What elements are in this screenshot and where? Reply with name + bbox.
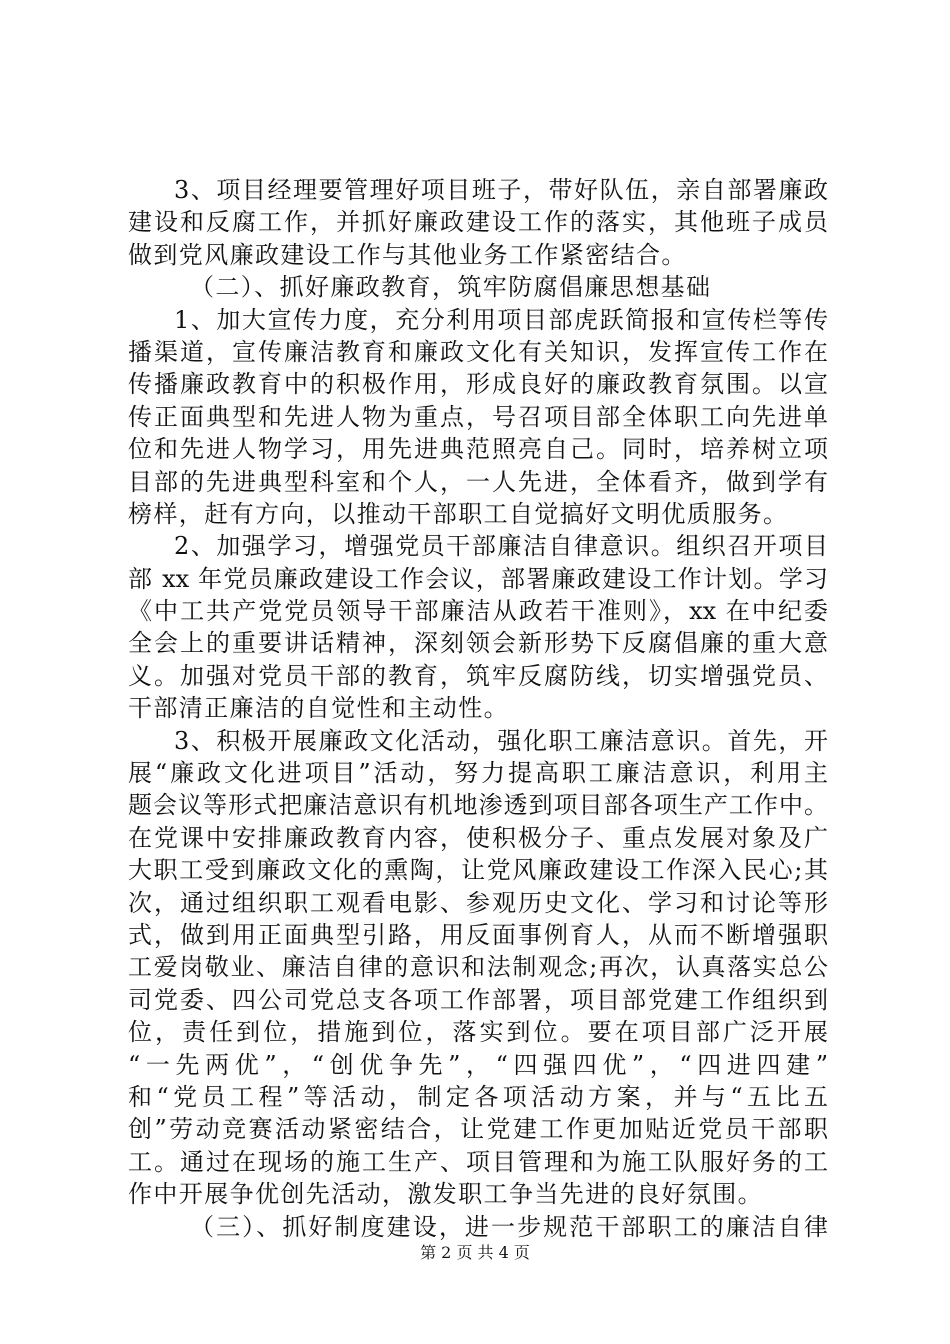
text-line: 大职工受到廉政文化的熏陶，让党风廉政建设工作深入民心;其 [128,856,828,885]
text-line: 传播廉政教育中的积极作用，形成良好的廉政教育氛围。以宣 [128,370,828,399]
text-line: 义。加强对党员干部的教育，筑牢反腐防线，切实增强党员、 [128,661,828,690]
page-footer [0,1243,950,1263]
text-line: 3、项目经理要管理好项目班子，带好队伍，亲自部署廉政 [174,176,828,204]
text-line: 目部的先进典型科室和个人，一人先进，全体看齐，做到学有 [128,467,828,496]
text-line: 位，责任到位，措施到位，落实到位。要在项目部广泛开展 [128,1018,828,1047]
text-line: 《中工共产党党员领导干部廉洁从政若干准则》，xx 在中纪委 [128,597,828,626]
text-line: 创”劳动竞赛活动紧密结合，让党建工作更加贴近党员干部职 [128,1115,828,1144]
text-line: 展“廉政文化进项目”活动，努力提高职工廉洁意识，利用主 [128,759,828,788]
text-line: 位和先进人物学习，用先进典范照亮自己。同时，培养树立项 [128,435,828,464]
text-line: 3、积极开展廉政文化活动，强化职工廉洁意识。首先，开 [174,726,828,755]
text-line: 作中开展争优创先活动，激发职工争当先进的良好氛围。 [128,1180,763,1209]
section-heading: （三）、抓好制度建设，进一步规范干部职工的廉洁自律 [190,1212,828,1241]
text-line: 工爱岗敬业、廉洁自律的意识和法制观念;再次，认真落实总公 [128,953,828,982]
text-line: 工。通过在现场的施工生产、项目管理和为施工队服好务的工 [128,1147,828,1176]
text-line: 和“党员工程”等活动，制定各项活动方案，并与“五比五 [128,1082,828,1111]
text-line: 全会上的重要讲话精神，深刻领会新形势下反腐倡廉的重大意 [128,629,828,658]
text-line: 次，通过组织职工观看电影、参观历史文化、学习和讨论等形 [128,888,828,917]
text-line: 式，做到用正面典型引路，用反面事例育人，从而不断增强职 [128,920,828,949]
text-line: 1、加大宣传力度，充分利用项目部虎跃简报和宣传栏等传 [174,305,828,334]
document-body [128,174,828,1243]
text-line: 部 xx 年党员廉政建设工作会议，部署廉政建设工作计划。学习 [128,564,828,593]
text-line: 建设和反腐工作，并抓好廉政建设工作的落实，其他班子成员 [128,208,828,237]
text-line: 传正面典型和先进人物为重点，号召项目部全体职工向先进单 [128,402,828,431]
text-line: 司党委、四公司党总支各项工作部署，项目部党建工作组织到 [128,985,828,1014]
text-line: 题会议等形式把廉洁意识有机地渗透到项目部各项生产工作中。 [128,791,828,820]
text-line: 做到党风廉政建设工作与其他业务工作紧密结合。 [128,240,687,269]
section-heading: （二）、抓好廉政教育，筑牢防腐倡廉思想基础 [190,273,712,302]
text-line: 2、加强学习，增强党员干部廉洁自律意识。组织召开项目 [174,532,828,561]
text-line: 在党课中安排廉政教育内容，使积极分子、重点发展对象及广 [128,823,828,852]
text-line: 干部清正廉洁的自觉性和主动性。 [128,694,509,723]
page-number: 第 2 页 共 4 页 [420,1243,530,1262]
text-line: 播渠道，宣传廉洁教育和廉政文化有关知识，发挥宣传工作在 [128,337,828,366]
text-line: “一先两优”，“创优争先”，“四强四优”，“四进四建” [128,1050,828,1079]
text-line: 榜样，赶有方向，以推动干部职工自觉搞好文明优质服务。 [128,499,789,528]
